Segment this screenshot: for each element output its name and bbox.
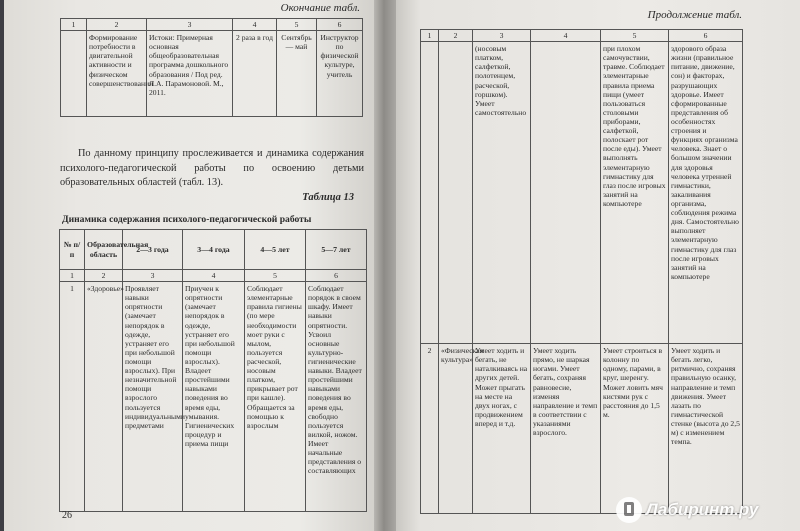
table-cell: (носовым платком, салфеткой, полотенцем, расческой, горшком). Умеет самостоятельно xyxy=(473,42,531,344)
row-number: 2 xyxy=(421,344,439,514)
table-title: Динамика содержания психолого-педагогической работы xyxy=(62,214,312,225)
col-number: 1 xyxy=(61,19,87,31)
table-cell: Умеет ходить и бегать легко, ритмично, сохраняя правильную осанку, направление и темп движения. Умеет лазать по гимнастической стенке (высота до 2,5 м) с изменением темпа. xyxy=(669,344,743,514)
col-number: 1 xyxy=(421,30,439,42)
running-header-right: Продолжение табл. xyxy=(647,9,742,21)
table-cell: Приучен к опрятности (замечает непорядок в одежде, устраняет его при небольшой помощи взрослых). Владеет простейшими навыками поведения во время еды, умывания. Гигиенических процедур и приема пищи xyxy=(183,282,245,512)
running-header-left: Окончание табл. xyxy=(280,2,360,14)
col-number: 5 xyxy=(245,270,306,282)
col-number: 4 xyxy=(233,19,277,31)
table-continuation xyxy=(60,18,363,117)
table-cell: Сентябрь — май xyxy=(277,31,317,117)
col-number: 3 xyxy=(473,30,531,42)
col-number: 4 xyxy=(183,270,245,282)
column-header: Образовательная область xyxy=(85,230,123,270)
book-gutter xyxy=(374,0,396,531)
table-cell: Умеет строиться в колонну по одному, парами, в круг, шеренгу. Может ловить мяч кистями рук с расстояния до 1,5 м. xyxy=(601,344,669,514)
body-paragraph: По данному принципу прослеживается и динамика содержания психолого-педагогической работы по освоению детьми образовательных областей (табл. 13). xyxy=(60,148,364,189)
column-header: 5—7 лет xyxy=(306,230,367,270)
table-13-continued xyxy=(420,29,743,514)
col-number: 5 xyxy=(277,19,317,31)
table-13 xyxy=(59,229,367,512)
labirint-logo-icon xyxy=(616,497,642,523)
col-number: 1 xyxy=(60,270,85,282)
table-header-row xyxy=(60,230,367,270)
table-cell: «Здоровье» xyxy=(85,282,123,512)
col-number-row xyxy=(61,19,363,31)
table-cell xyxy=(61,31,87,117)
table-cell xyxy=(421,42,439,344)
column-header: № п/п xyxy=(60,230,85,270)
col-number: 3 xyxy=(123,270,183,282)
col-number: 2 xyxy=(87,19,147,31)
table-row xyxy=(60,282,367,512)
col-number: 6 xyxy=(317,19,363,31)
column-header: 3—4 года xyxy=(183,230,245,270)
table-cell: 2 раза в год xyxy=(233,31,277,117)
table-cell: при плохом самочувствии, травме. Соблюдает элементарные правила приема пищи (умеет пользоваться столовыми приборами, салфеткой, полоскает рот после еды). Умеет выполнять элементарную гимнастику для глаз после игровых занятий на компьютере xyxy=(601,42,669,344)
col-number: 6 xyxy=(669,30,743,42)
table-cell: Умеет ходить прямо, не шаркая ногами. Умеет бегать, сохраняя равновесие, изменяя направление и темп в соответствии с указаниями взрослого. xyxy=(531,344,601,514)
table-cell: Инструктор по физической культуре, учитель xyxy=(317,31,363,117)
watermark: Лабиринт.ру xyxy=(646,500,759,519)
table-cell: Формирование потребности в двигательной активности и физическом совершенствовании xyxy=(87,31,147,117)
col-number: 2 xyxy=(85,270,123,282)
table-label: Таблица 13 xyxy=(302,192,354,203)
row-number: 1 xyxy=(60,282,85,512)
col-number: 6 xyxy=(306,270,367,282)
left-page xyxy=(4,0,374,531)
table-cell: Соблюдает порядок в своем шкафу. Имеет навыки опрятности. Усвоил основные культурно-гигиенические навыки. Владеет простейшими навыками поведения во время еды, свободно пользуется вилкой, ножом. Имеет начальные представления о составляющих xyxy=(306,282,367,512)
col-number-row xyxy=(60,270,367,282)
col-number: 5 xyxy=(601,30,669,42)
page-number: 26 xyxy=(62,510,72,521)
column-header: 2—3 года xyxy=(123,230,183,270)
table-cell: Истоки: Примерная основная общеобразовательная программа дошкольного образования / Под ред. Л.А. Парамоновой. М., 2011. xyxy=(147,31,233,117)
column-header: 4—5 лет xyxy=(245,230,306,270)
table-row xyxy=(421,344,743,514)
table-cell: Соблюдает элементарные правила гигиены (по мере необходимости моет руки с мылом, пользуется расческой, носовым платком, прикрывает рот при кашле). Обращается за помощью к взрослым xyxy=(245,282,306,512)
right-page xyxy=(396,0,800,531)
col-number: 2 xyxy=(439,30,473,42)
table-cell: здорового образа жизни (правильное питание, движение, сон) и факторах, разрушающих здоровье. Имеет сформированные представления об особенностях строения и функциях организма человека. Знает о большом значении для здоровья человека утренней гимнастики, закаливания организма, соблюдения режима дня. Самостоятельно выполняет элементарную гимнастику для глаз после игровых занятий на компьютере xyxy=(669,42,743,344)
col-number: 3 xyxy=(147,19,233,31)
table-cell: Проявляет навыки опрятности (замечает непорядок в одежде, устраняет его при небольшой помощи взрослых). При незначительной помощи взрослого пользуется индивидуальными предметами xyxy=(123,282,183,512)
table-cell: Умеет ходить и бегать, не наталкиваясь на других детей. Может прыгать на месте на двух ногах, с продвижением вперед и т.д. xyxy=(473,344,531,514)
table-cell: «Физическая культура» xyxy=(439,344,473,514)
col-number: 4 xyxy=(531,30,601,42)
table-cell xyxy=(531,42,601,344)
table-row xyxy=(61,31,363,117)
table-row xyxy=(421,42,743,344)
table-cell xyxy=(439,42,473,344)
col-number-row xyxy=(421,30,743,42)
